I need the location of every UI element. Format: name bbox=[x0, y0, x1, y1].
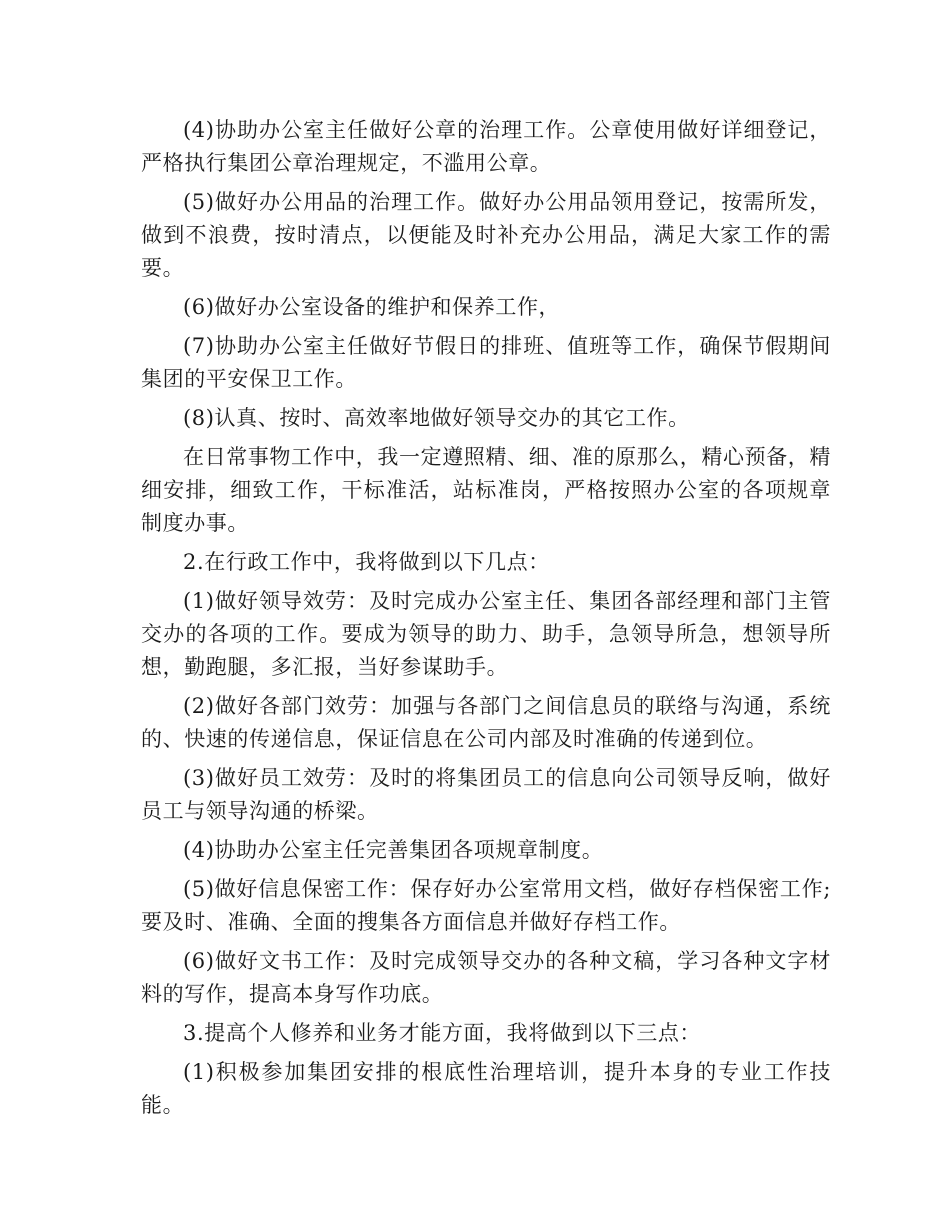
paragraph: (8)认真、按时、高效率地做好领导交办的其它工作。 bbox=[183, 406, 690, 430]
paragraph: (5)做好信息保密工作：保存好办公室常用文档，做好存档保密工作;要及时、准确、全面的搜集各方面信息并做好存档工作。 bbox=[141, 877, 831, 934]
paragraph: (4)协助办公室主任完善集团各项规章制度。 bbox=[183, 838, 604, 862]
paragraph: (6)做好办公室设备的维护和保养工作， bbox=[183, 295, 561, 319]
section-heading: 3.提高个人修养和业务才能方面，我将做到以下三点： bbox=[183, 1021, 702, 1045]
paragraph: (4)协助办公室主任做好公章的治理工作。公章使用做好详细登记，严格执行集团公章治理规定，不滥用公章。 bbox=[141, 118, 831, 175]
paragraph: (2)做好各部门效劳：加强与各部门之间信息员的联络与沟通，系统的、快速的传递信息，保证信息在公司内部及时准确的传递到位。 bbox=[141, 694, 831, 751]
document-body bbox=[141, 114, 831, 1128]
paragraph: (1)做好领导效劳：及时完成办公室主任、集团各部经理和部门主管交办的各项的工作。要成为领导的助力、助手，急领导所急，想领导所想，勤跑腿，多汇报，当好参谋助手。 bbox=[141, 589, 831, 679]
section-heading: 2.在行政工作中，我将做到以下几点： bbox=[183, 550, 550, 574]
paragraph: (7)协助办公室主任做好节假日的排班、值班等工作，确保节假期间集团的平安保卫工作。 bbox=[141, 334, 831, 391]
paragraph: (6)做好文书工作：及时完成领导交办的各种文稿，学习各种文字材料的写作，提高本身写作功底。 bbox=[141, 949, 831, 1006]
paragraph: 在日常事物工作中，我一定遵照精、细、准的原那么，精心预备，精细安排，细致工作，干标准活，站标准岗，严格按照办公室的各项规章制度办事。 bbox=[141, 445, 831, 535]
paragraph: (3)做好员工效劳：及时的将集团员工的信息向公司领导反响，做好员工与领导沟通的桥梁。 bbox=[141, 766, 831, 823]
paragraph: (1)积极参加集团安排的根底性治理培训，提升本身的专业工作技能。 bbox=[141, 1060, 831, 1117]
paragraph: (5)做好办公用品的治理工作。做好办公用品领用登记，按需所发，做到不浪费，按时清点，以便能及时补充办公用品，满足大家工作的需要。 bbox=[141, 190, 831, 280]
